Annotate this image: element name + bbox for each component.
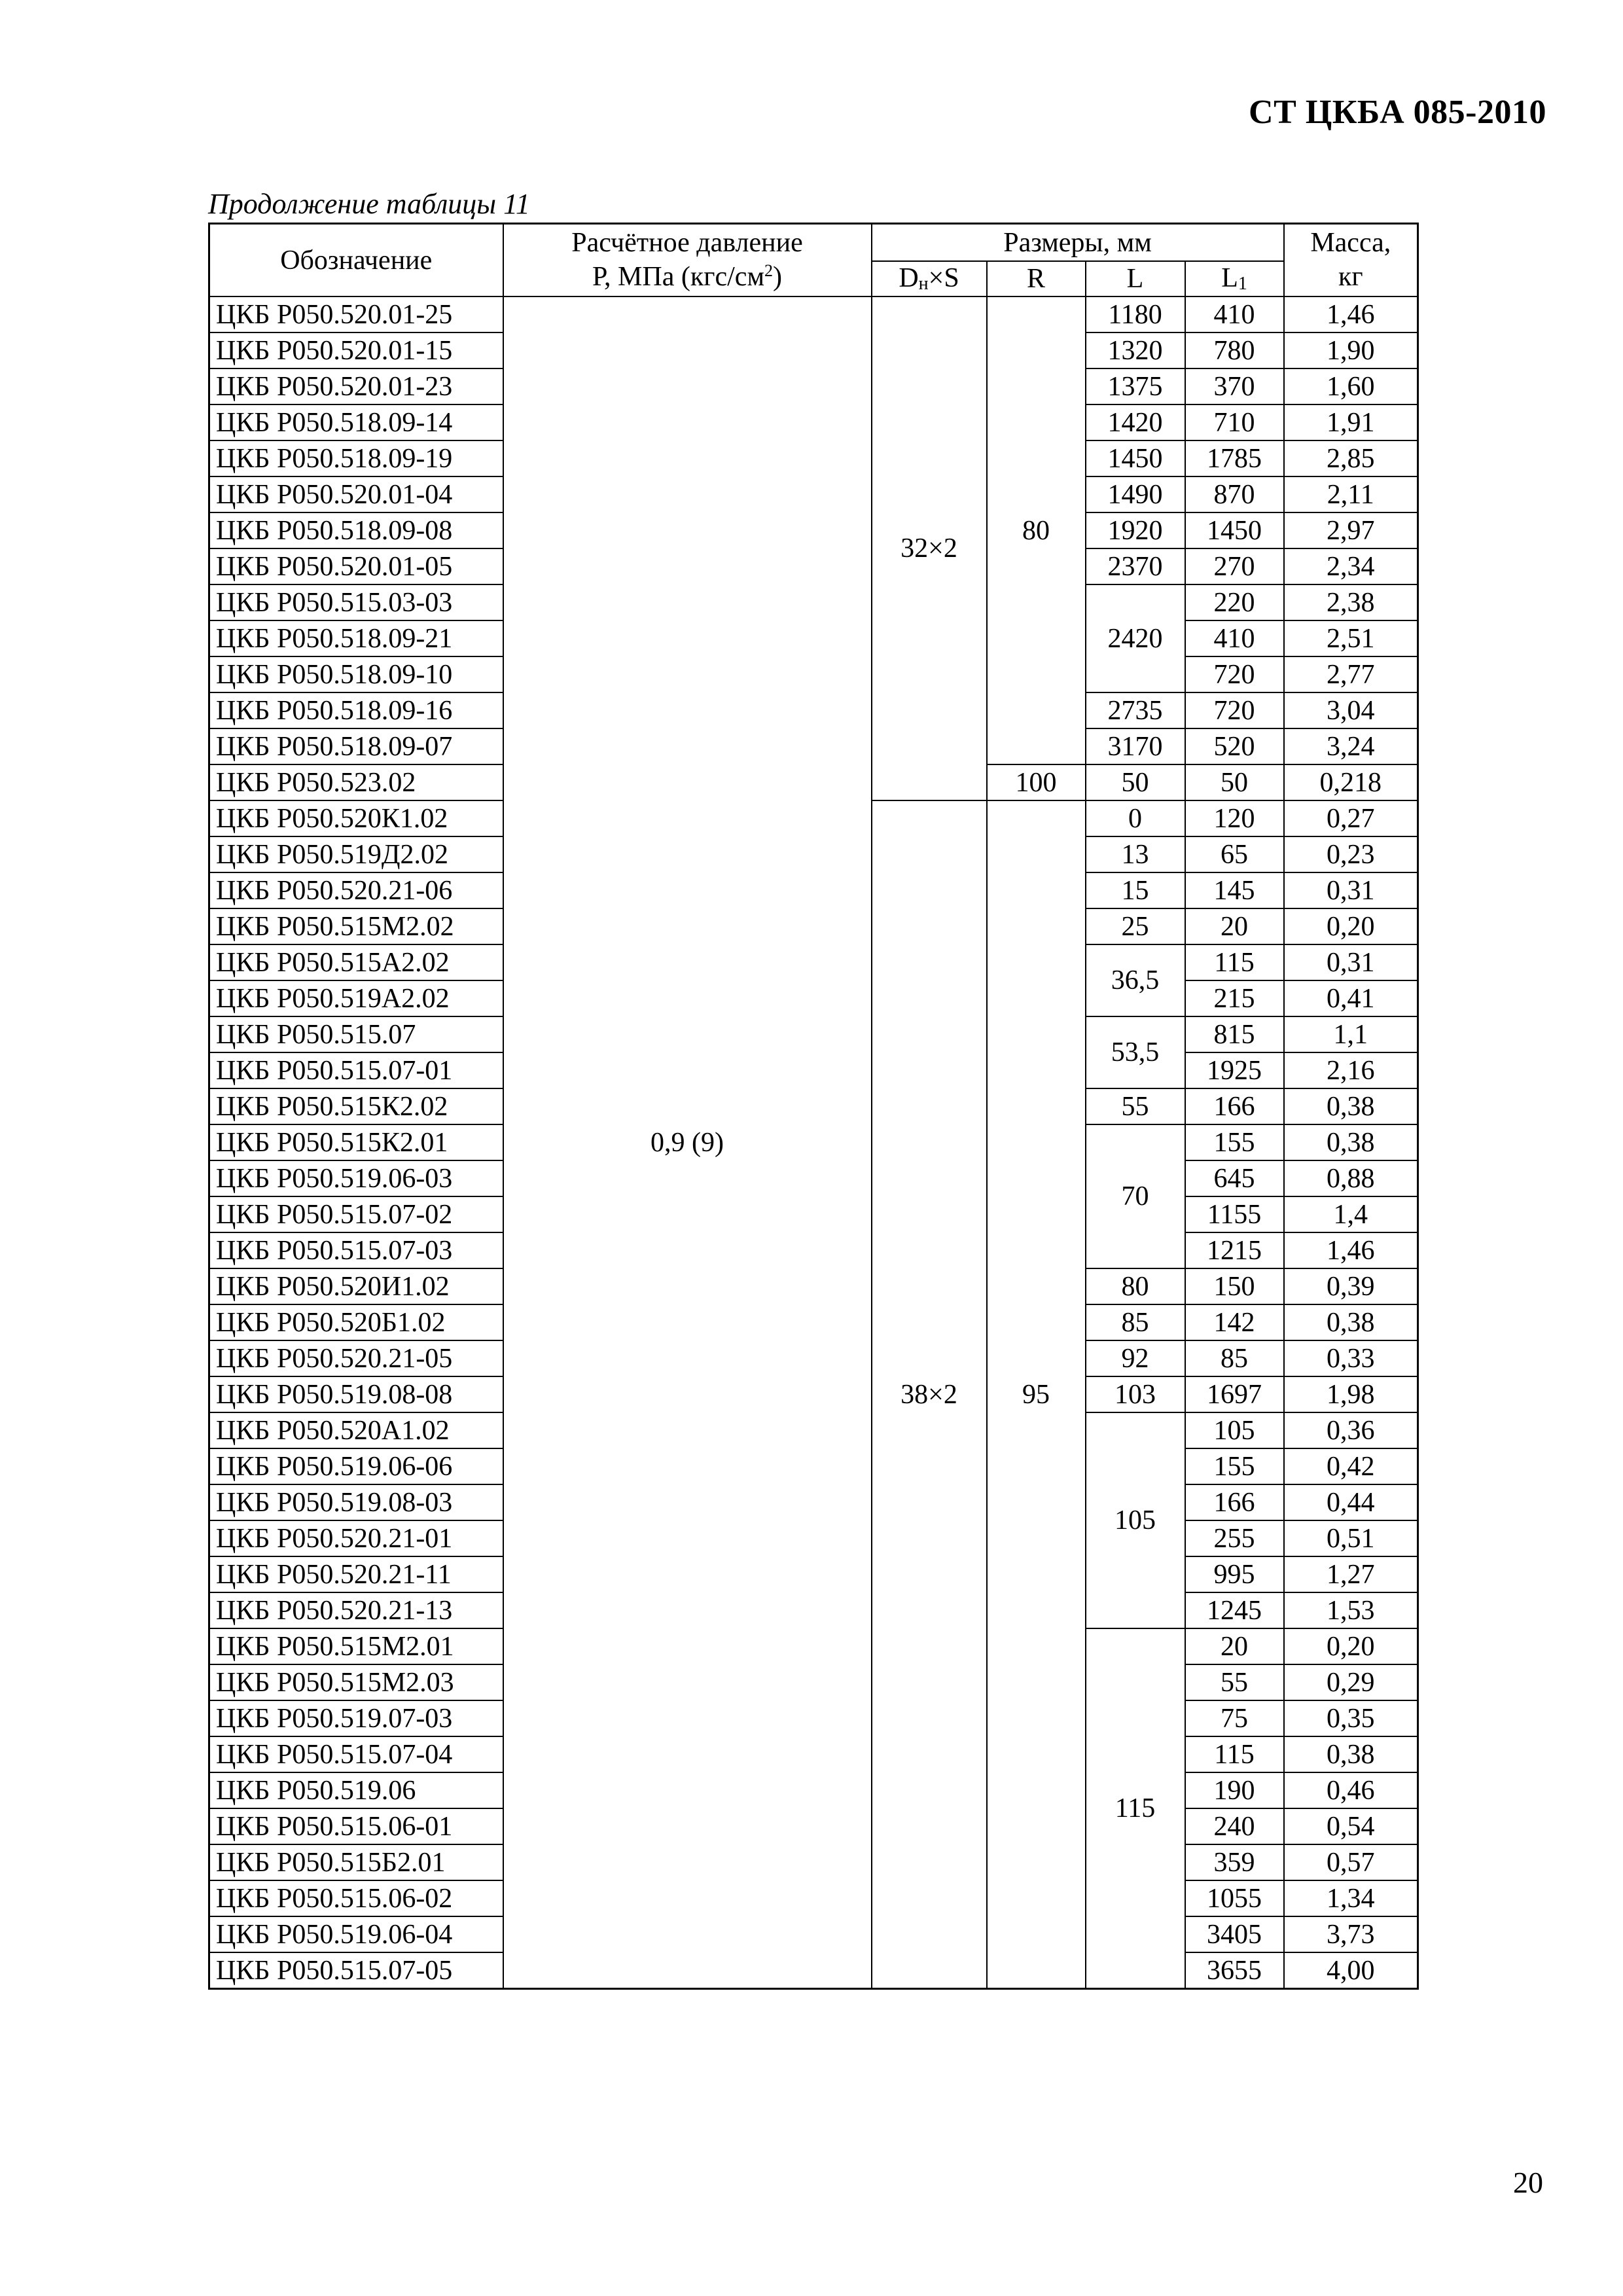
designation-cell: ЦКБ Р050.515.07-03 [209,1232,503,1268]
l1-cell: 270 [1185,548,1284,584]
l1-cell: 720 [1185,656,1284,692]
pressure-cell: 0,9 (9) [503,296,872,1989]
l1-cell: 215 [1185,980,1284,1016]
l1-cell: 166 [1185,1088,1284,1124]
designation-cell: ЦКБ Р050.520.21-06 [209,872,503,908]
r-cell: 100 [987,764,1086,800]
mass-cell: 1,27 [1284,1556,1418,1592]
designation-cell: ЦКБ Р050.520К1.02 [209,800,503,836]
l-cell: 80 [1086,1268,1185,1304]
l-cell: 1450 [1086,440,1185,476]
designation-cell: ЦКБ Р050.520.01-25 [209,296,503,332]
l1-cell: 50 [1185,764,1284,800]
mass-cell: 0,41 [1284,980,1418,1016]
l1-cell: 870 [1185,476,1284,512]
header-row-1 [209,224,1418,262]
l-cell: 2420 [1086,584,1185,692]
mass-cell: 2,38 [1284,584,1418,620]
l-cell: 2735 [1086,692,1185,728]
l1-cell: 105 [1185,1412,1284,1448]
designation-cell: ЦКБ Р050.518.09-21 [209,620,503,656]
designation-cell: ЦКБ Р050.523.02 [209,764,503,800]
r-header: R [987,261,1086,296]
mass-cell: 1,46 [1284,1232,1418,1268]
l1-header-main: L [1221,263,1238,293]
l1-cell: 150 [1185,1268,1284,1304]
l1-cell: 645 [1185,1160,1284,1196]
mass-cell: 1,46 [1284,296,1418,332]
designation-cell: ЦКБ Р050.519.06-03 [209,1160,503,1196]
designation-cell: ЦКБ Р050.519.08-08 [209,1376,503,1412]
mass-cell: 0,42 [1284,1448,1418,1484]
designation-header: Обозначение [209,224,503,297]
l1-cell: 155 [1185,1448,1284,1484]
l-cell: 36,5 [1086,944,1185,1016]
l-cell: 55 [1086,1088,1185,1124]
mass-cell: 1,90 [1284,332,1418,368]
designation-cell: ЦКБ Р050.520А1.02 [209,1412,503,1448]
l1-cell: 3655 [1185,1952,1284,1989]
l-cell: 1320 [1086,332,1185,368]
mass-cell: 0,51 [1284,1520,1418,1556]
l-cell: 1490 [1086,476,1185,512]
mass-cell: 0,38 [1284,1088,1418,1124]
mass-cell: 1,60 [1284,368,1418,404]
designation-cell: ЦКБ Р050.515.07-02 [209,1196,503,1232]
l-cell: 1920 [1086,512,1185,548]
l-cell: 2370 [1086,548,1185,584]
mass-cell: 0,38 [1284,1124,1418,1160]
mass-cell: 0,46 [1284,1772,1418,1808]
mass-cell: 0,38 [1284,1304,1418,1340]
dn-s-header-main: D [899,263,919,293]
l1-cell: 1925 [1185,1052,1284,1088]
designation-cell: ЦКБ Р050.515Б2.01 [209,1844,503,1880]
designation-cell: ЦКБ Р050.519.07-03 [209,1700,503,1736]
designation-cell: ЦКБ Р050.515.07 [209,1016,503,1052]
mass-cell: 3,04 [1284,692,1418,728]
designation-cell: ЦКБ Р050.520Б1.02 [209,1304,503,1340]
designation-cell: ЦКБ Р050.520.01-05 [209,548,503,584]
designation-cell: ЦКБ Р050.520.21-01 [209,1520,503,1556]
l1-cell: 190 [1185,1772,1284,1808]
l-cell: 1375 [1086,368,1185,404]
mass-cell: 2,77 [1284,656,1418,692]
designation-cell: ЦКБ Р050.519А2.02 [209,980,503,1016]
mass-cell: 0,44 [1284,1484,1418,1520]
mass-cell: 2,85 [1284,440,1418,476]
mass-cell: 0,39 [1284,1268,1418,1304]
l-cell: 105 [1086,1412,1185,1628]
pressure-header-superscript: 2 [764,260,774,280]
designation-cell: ЦКБ Р050.515.06-01 [209,1808,503,1844]
designation-cell: ЦКБ Р050.518.09-19 [209,440,503,476]
designation-cell: ЦКБ Р050.518.09-08 [209,512,503,548]
l1-cell: 142 [1185,1304,1284,1340]
pressure-header-line2: Р, МПа (кгс/см [592,261,765,292]
designation-cell: ЦКБ Р050.518.09-07 [209,728,503,764]
mass-cell: 0,29 [1284,1664,1418,1700]
l1-cell: 359 [1185,1844,1284,1880]
mass-cell: 0,20 [1284,908,1418,944]
mass-header-line2: кг [1338,261,1363,292]
designation-cell: ЦКБ Р050.519.08-03 [209,1484,503,1520]
l1-cell: 1450 [1185,512,1284,548]
l1-cell: 166 [1185,1484,1284,1520]
mass-cell: 0,54 [1284,1808,1418,1844]
designation-cell: ЦКБ Р050.515.03-03 [209,584,503,620]
mass-cell: 3,24 [1284,728,1418,764]
l-cell: 53,5 [1086,1016,1185,1088]
designation-cell: ЦКБ Р050.518.09-10 [209,656,503,692]
l1-cell: 20 [1185,908,1284,944]
mass-cell: 0,36 [1284,1412,1418,1448]
designation-cell: ЦКБ Р050.520.21-05 [209,1340,503,1376]
mass-cell: 0,23 [1284,836,1418,872]
mass-cell: 1,4 [1284,1196,1418,1232]
document-code: СТ ЦКБА 085-2010 [1249,94,1546,131]
mass-cell: 0,31 [1284,872,1418,908]
l-cell: 1180 [1086,296,1185,332]
l1-cell: 710 [1185,404,1284,440]
pressure-header-line2-end: ) [773,261,783,292]
pressure-header-line1: Расчётное давление [571,228,803,259]
designation-cell: ЦКБ Р050.520.21-11 [209,1556,503,1592]
dimensions-header: Размеры, мм [872,224,1284,262]
l1-cell: 155 [1185,1124,1284,1160]
mass-cell: 0,57 [1284,1844,1418,1880]
l-cell: 85 [1086,1304,1185,1340]
designation-cell: ЦКБ Р050.515К2.01 [209,1124,503,1160]
l1-cell: 370 [1185,368,1284,404]
designation-cell: ЦКБ Р050.520.21-13 [209,1592,503,1628]
l1-cell: 520 [1185,728,1284,764]
designation-cell: ЦКБ Р050.520.01-23 [209,368,503,404]
l-cell: 70 [1086,1124,1185,1268]
mass-cell: 2,97 [1284,512,1418,548]
designation-cell: ЦКБ Р050.519.06-04 [209,1916,503,1952]
pressure-header [503,224,872,297]
l1-header [1185,261,1284,296]
designation-cell: ЦКБ Р050.519.06-06 [209,1448,503,1484]
mass-header-line1: Масса, [1310,228,1391,259]
designation-cell: ЦКБ Р050.515.07-05 [209,1952,503,1989]
l1-cell: 1785 [1185,440,1284,476]
designation-cell: ЦКБ Р050.515К2.02 [209,1088,503,1124]
mass-cell: 1,91 [1284,404,1418,440]
l-cell: 92 [1086,1340,1185,1376]
l1-cell: 815 [1185,1016,1284,1052]
designation-cell: ЦКБ Р050.520И1.02 [209,1268,503,1304]
l-cell: 103 [1086,1376,1185,1412]
mass-cell: 1,1 [1284,1016,1418,1052]
designation-cell: ЦКБ Р050.515М2.01 [209,1628,503,1664]
mass-cell: 2,11 [1284,476,1418,512]
l-cell: 50 [1086,764,1185,800]
l1-cell: 1215 [1185,1232,1284,1268]
mass-cell: 0,218 [1284,764,1418,800]
l1-cell: 1697 [1185,1376,1284,1412]
l1-cell: 410 [1185,296,1284,332]
l1-cell: 85 [1185,1340,1284,1376]
mass-cell: 0,35 [1284,1700,1418,1736]
dn-s-cell: 38×2 [872,800,987,1989]
designation-cell: ЦКБ Р050.520.01-15 [209,332,503,368]
l1-cell: 120 [1185,800,1284,836]
specification-table [208,223,1419,1990]
r-cell: 80 [987,296,1086,764]
mass-cell: 2,16 [1284,1052,1418,1088]
designation-cell: ЦКБ Р050.515А2.02 [209,944,503,980]
l1-cell: 115 [1185,1736,1284,1772]
mass-cell: 0,31 [1284,944,1418,980]
l1-cell: 220 [1185,584,1284,620]
l1-cell: 780 [1185,332,1284,368]
designation-cell: ЦКБ Р050.518.09-16 [209,692,503,728]
l1-header-sub: 1 [1238,274,1247,294]
l1-cell: 75 [1185,1700,1284,1736]
l-cell: 0 [1086,800,1185,836]
l1-cell: 240 [1185,1808,1284,1844]
l1-cell: 115 [1185,944,1284,980]
l1-cell: 1055 [1185,1880,1284,1916]
mass-cell: 1,34 [1284,1880,1418,1916]
l-cell: 1420 [1086,404,1185,440]
l-cell: 3170 [1086,728,1185,764]
l1-cell: 20 [1185,1628,1284,1664]
dn-s-cell: 32×2 [872,296,987,800]
designation-cell: ЦКБ Р050.519.06 [209,1772,503,1808]
designation-cell: ЦКБ Р050.515.07-01 [209,1052,503,1088]
designation-cell: ЦКБ Р050.515.07-04 [209,1736,503,1772]
l-header: L [1086,261,1185,296]
mass-cell: 1,53 [1284,1592,1418,1628]
mass-cell: 0,88 [1284,1160,1418,1196]
table-caption: Продолжение таблицы 11 [208,188,530,220]
l-cell: 25 [1086,908,1185,944]
l1-cell: 65 [1185,836,1284,872]
mass-cell: 0,33 [1284,1340,1418,1376]
designation-cell: ЦКБ Р050.515М2.02 [209,908,503,944]
designation-cell: ЦКБ Р050.515.06-02 [209,1880,503,1916]
mass-cell: 0,20 [1284,1628,1418,1664]
dn-s-header [872,261,987,296]
l1-cell: 55 [1185,1664,1284,1700]
mass-cell: 0,38 [1284,1736,1418,1772]
l1-cell: 255 [1185,1520,1284,1556]
l1-cell: 995 [1185,1556,1284,1592]
l1-cell: 145 [1185,872,1284,908]
dn-s-header-sub: н [918,274,929,294]
designation-cell: ЦКБ Р050.515М2.03 [209,1664,503,1700]
dn-s-header-rest: ×S [928,263,959,293]
l1-cell: 1245 [1185,1592,1284,1628]
table-header [209,224,1418,297]
table-row [209,296,1418,332]
mass-cell: 1,98 [1284,1376,1418,1412]
designation-cell: ЦКБ Р050.519Д2.02 [209,836,503,872]
l1-cell: 720 [1185,692,1284,728]
l-cell: 115 [1086,1628,1185,1989]
mass-cell: 4,00 [1284,1952,1418,1989]
mass-cell: 2,34 [1284,548,1418,584]
l1-cell: 3405 [1185,1916,1284,1952]
mass-cell: 3,73 [1284,1916,1418,1952]
table-body [209,296,1418,1989]
l-cell: 13 [1086,836,1185,872]
l1-cell: 410 [1185,620,1284,656]
designation-cell: ЦКБ Р050.520.01-04 [209,476,503,512]
r-cell: 95 [987,800,1086,1989]
l-cell: 15 [1086,872,1185,908]
mass-header [1284,224,1418,297]
l1-cell: 1155 [1185,1196,1284,1232]
mass-cell: 0,27 [1284,800,1418,836]
designation-cell: ЦКБ Р050.518.09-14 [209,404,503,440]
page-number: 20 [1513,2166,1543,2199]
mass-cell: 2,51 [1284,620,1418,656]
